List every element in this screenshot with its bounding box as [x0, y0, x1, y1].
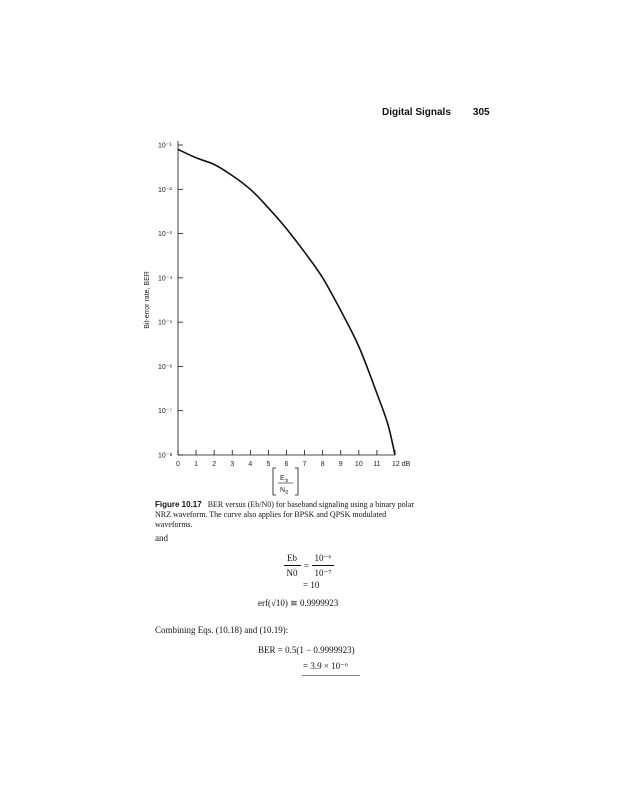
caption-text: BER versus (Eb/N0) for baseband signaling using a binary polar NRZ waveform. The curve also applies for BPSK and QPSK modulated waveforms.: [155, 500, 415, 529]
eq1-right-numerator: 10⁻⁶: [314, 553, 332, 563]
eq1-numerator: Eb: [287, 553, 297, 563]
ber-equation-1: BER = 0.5(1 − 0.9999923): [258, 645, 355, 655]
section-title: Digital Signals: [382, 107, 451, 118]
y-tick-label: 10⁻⁸: [158, 452, 173, 460]
y-tick-label: 10⁻⁴: [158, 275, 173, 283]
x-label-denominator: N: [280, 487, 286, 494]
y-tick-label: 10⁻⁷: [158, 408, 173, 416]
x-tick-label: 10: [354, 461, 363, 468]
x-tick-label: 12 dB: [392, 461, 411, 468]
eq2: = 10: [303, 580, 320, 590]
x-tick-label: 6: [284, 461, 289, 468]
x-tick-label: 9: [338, 461, 343, 468]
y-tick-label: 10⁻⁶: [158, 363, 173, 371]
y-tick-label: 10⁻²: [158, 186, 172, 194]
eq3: erf(√10) ≅ 0.9999923: [258, 598, 339, 608]
x-tick-label: 0: [176, 461, 180, 468]
x-label-denominator-sub: 0: [285, 490, 289, 496]
x-tick-label: 1: [194, 461, 199, 468]
x-tick-label: 3: [230, 461, 235, 468]
y-tick-label: 10⁻³: [158, 231, 172, 239]
x-label-numerator: E: [280, 475, 285, 482]
y-axis-label: Bit-error rate, BER: [144, 271, 151, 329]
x-tick-label: 7: [302, 461, 307, 468]
text-combining: Combining Eqs. (10.18) and (10.19):: [155, 625, 289, 635]
x-tick-label: 5: [266, 461, 271, 468]
x-tick-label: 11: [373, 461, 381, 468]
ber-curve: [178, 149, 395, 455]
text-and: and: [155, 533, 168, 543]
figure-number: Figure 10.17: [155, 500, 202, 509]
x-tick-label: 4: [248, 461, 253, 468]
x-label-numerator-sub: b: [285, 478, 289, 484]
figure-caption: [155, 500, 417, 530]
y-tick-label: 10⁻¹: [158, 142, 172, 150]
eq1-equals: =: [304, 561, 310, 571]
eq1-right-denominator: 10⁻⁷: [314, 568, 332, 578]
x-tick-label: 8: [320, 461, 325, 468]
y-tick-label: 10⁻⁵: [158, 319, 173, 327]
eq1-denominator: N0: [286, 568, 298, 578]
ber-equation-2: = 3.9 × 10⁻⁶: [303, 661, 349, 671]
x-tick-label: 2: [212, 461, 217, 468]
x-axis-label: [273, 468, 298, 496]
page-number: 305: [472, 107, 490, 118]
